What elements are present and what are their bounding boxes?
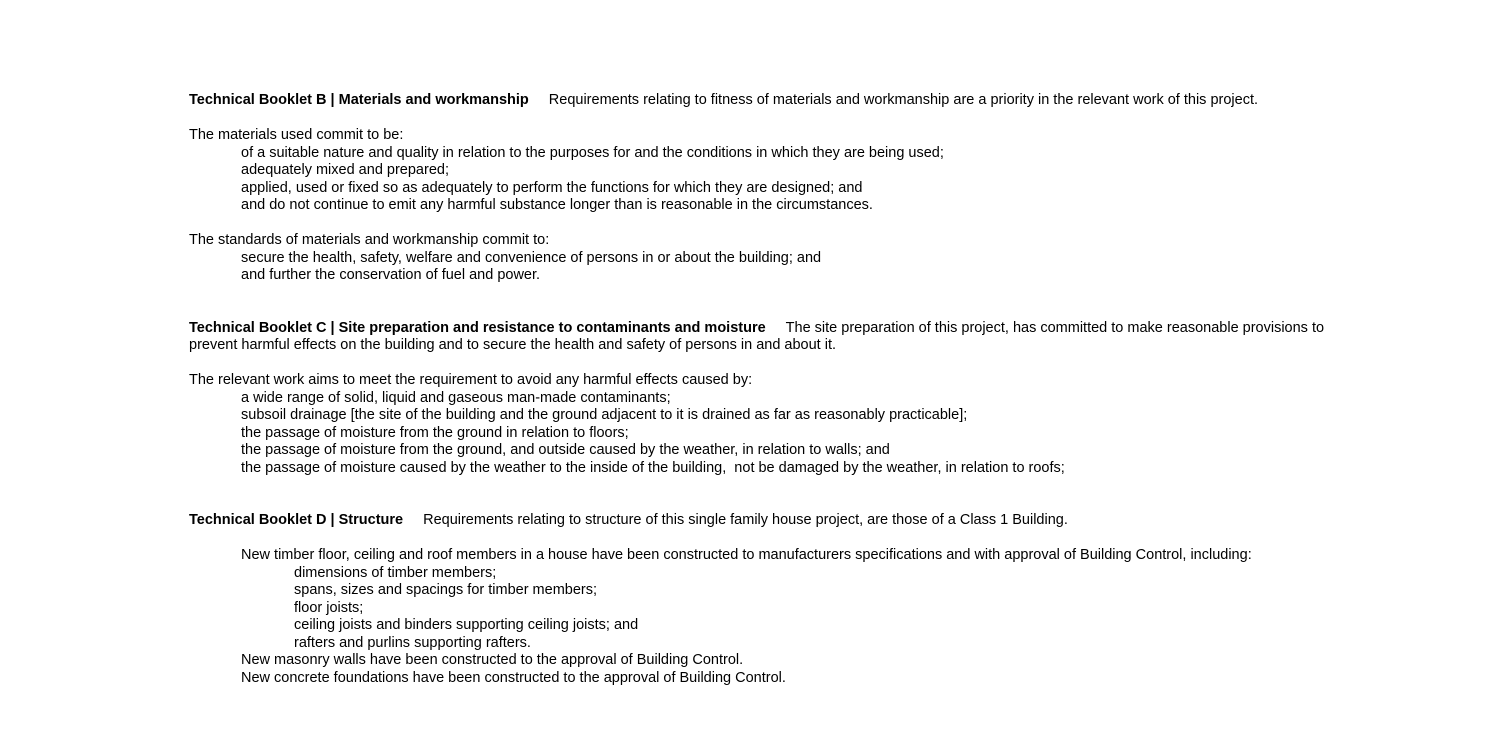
section-d-heading: Technical Booklet D | Structure xyxy=(189,512,404,528)
timber-lead: New timber floor, ceiling and roof members in a house have been constructed to manufacturers specifications and with approval of Building Control, including: xyxy=(241,547,1252,563)
list-item: of a suitable nature and quality in relation to the purposes for and the conditions in which they are being used; xyxy=(241,144,944,161)
materials-lead: The materials used commit to be: xyxy=(189,127,404,143)
list-item: ceiling joists and binders supporting ceiling joists; and xyxy=(294,617,639,633)
list-item: and further the conservation of fuel and power. xyxy=(241,267,541,283)
list-item: the passage of moisture from the ground in relation to floors; xyxy=(241,424,629,441)
list-item: the passage of moisture caused by the weather to the inside of the building, not be damaged by the weather, in relation to roofs; xyxy=(241,459,1065,476)
document-body xyxy=(189,92,1349,687)
list-item: secure the health, safety, welfare and convenience of persons in or about the building; and xyxy=(241,249,822,266)
masonry-statement: New masonry walls have been constructed to the approval of Building Control. xyxy=(241,652,744,668)
effects-lead: The relevant work aims to meet the requirement to avoid any harmful effects caused by: xyxy=(189,372,753,388)
list-item: dimensions of timber members; xyxy=(294,564,497,581)
section-d-intro: Requirements relating to structure of this single family house project, are those of a Class 1 Building. xyxy=(423,512,1068,528)
list-item: applied, used or fixed so as adequately to perform the functions for which they are designed; and xyxy=(241,179,863,196)
section-c-heading: Technical Booklet C | Site preparation and resistance to contaminants and moisture xyxy=(189,319,766,336)
section-c-header xyxy=(189,320,1349,355)
section-b-heading: Technical Booklet B | Materials and workmanship xyxy=(189,92,529,108)
list-item: floor joists; xyxy=(294,599,364,616)
standards-lead: The standards of materials and workmanship commit to: xyxy=(189,232,550,248)
list-item: and do not continue to emit any harmful substance longer than is reasonable in the circumstances. xyxy=(241,197,873,213)
list-item: spans, sizes and spacings for timber members; xyxy=(294,582,598,598)
list-item: subsoil drainage [the site of the building and the ground adjacent to it is drained as far as reasonably practicable]; xyxy=(241,407,968,423)
list-item: adequately mixed and prepared; xyxy=(241,162,449,178)
list-item: the passage of moisture from the ground, and outside caused by the weather, in relation to walls; and xyxy=(241,442,890,458)
section-b-intro: Requirements relating to fitness of materials and workmanship are a priority in the relevant work of this project. xyxy=(548,92,1259,108)
list-item: rafters and purlins supporting rafters. xyxy=(294,634,531,651)
concrete-statement: New concrete foundations have been constructed to the approval of Building Control. xyxy=(241,669,786,686)
section-d-header xyxy=(189,512,1349,530)
list-item: a wide range of solid, liquid and gaseous man-made contaminants; xyxy=(241,389,671,406)
section-c-intro: The site preparation of this project, has committed to make reasonable provisions to prevent harmful effects on the building and to secure the health and safety of persons in and about it. xyxy=(189,319,1325,353)
section-b-header xyxy=(189,92,1349,110)
